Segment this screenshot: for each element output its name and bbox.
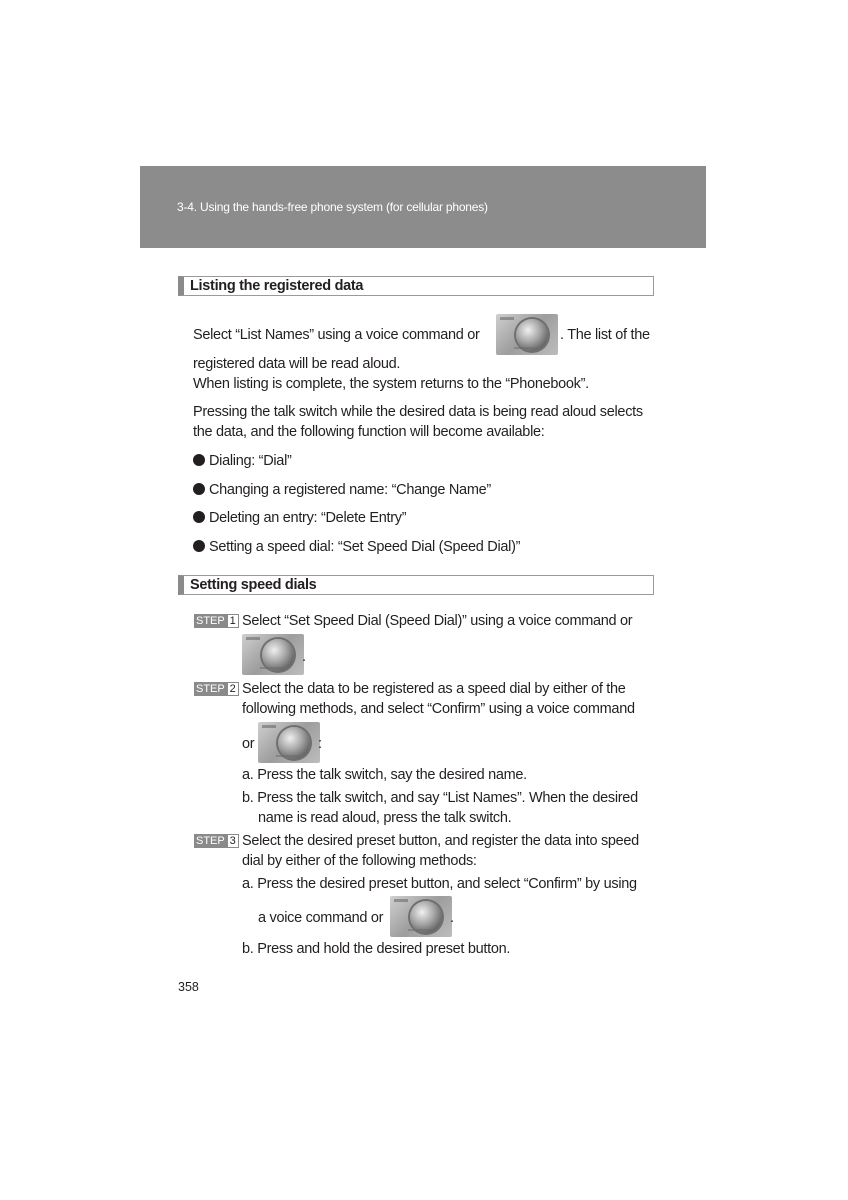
step3-line1: Select the desired preset button, and register the data into speed (242, 833, 639, 849)
step2-option-b1: b. Press the talk switch, and say “List Names”. When the desired (242, 790, 638, 806)
step1-end: . (302, 649, 306, 665)
talk-switch-icon (496, 314, 558, 355)
bullet-icon (193, 454, 205, 466)
step2-line1: Select the data to be registered as a speed dial by either of the (242, 681, 626, 697)
header-band (140, 166, 706, 248)
listing-line1b: . The list of the (560, 327, 650, 343)
listing-line3: When listing is complete, the system returns to the “Phonebook”. (193, 376, 589, 392)
step2-line2: following methods, and select “Confirm” using a voice command (242, 701, 635, 717)
step-number: 2 (227, 682, 239, 696)
step-label: STEP (196, 835, 225, 847)
step2-end: : (318, 736, 322, 752)
chapter-title: 3-4. Using the hands-free phone system (for cellular phones) (177, 200, 488, 214)
section-heading-listing (178, 276, 654, 296)
step-number: 1 (227, 614, 239, 628)
talk-switch-icon (258, 722, 320, 763)
step3-option-a-end: . (450, 910, 454, 926)
step3-option-a2: a voice command or (258, 910, 384, 926)
step-label: STEP (196, 615, 225, 627)
step-badge-1 (194, 614, 239, 628)
step2-option-a: a. Press the talk switch, say the desired name. (242, 767, 527, 783)
step3-option-a1: a. Press the desired preset button, and select “Confirm” by using (242, 876, 637, 892)
step2-option-b2: name is read aloud, press the talk switch. (258, 810, 512, 826)
section-title: Listing the registered data (190, 278, 364, 294)
bullet-icon (193, 511, 205, 523)
bullet-item: Changing a registered name: “Change Name” (193, 480, 491, 500)
talk-switch-icon (242, 634, 304, 675)
bullet-icon (193, 540, 205, 552)
listing-line2: registered data will be read aloud. (193, 356, 401, 372)
page-number: 358 (178, 980, 199, 994)
step-label: STEP (196, 683, 225, 695)
step3-option-b: b. Press and hold the desired preset button. (242, 941, 511, 957)
section-title: Setting speed dials (190, 577, 317, 593)
step1-line1: Select “Set Speed Dial (Speed Dial)” using a voice command or (242, 613, 633, 629)
listing-para2-line2: the data, and the following function will become available: (193, 424, 545, 440)
step2-or: or (242, 736, 255, 752)
listing-line1a: Select “List Names” using a voice command or (193, 327, 480, 343)
bullet-icon (193, 483, 205, 495)
bullet-item: Dialing: “Dial” (193, 451, 292, 471)
step-badge-2 (194, 682, 239, 696)
bullet-item: Deleting an entry: “Delete Entry” (193, 508, 406, 528)
step-number: 3 (227, 834, 239, 848)
step-badge-3 (194, 834, 239, 848)
listing-para2-line1: Pressing the talk switch while the desired data is being read aloud selects (193, 404, 643, 420)
bullet-item: Setting a speed dial: “Set Speed Dial (Speed Dial)” (193, 537, 520, 557)
talk-switch-icon (390, 896, 452, 937)
step3-line2: dial by either of the following methods: (242, 853, 477, 869)
section-heading-speed-dials (178, 575, 654, 595)
